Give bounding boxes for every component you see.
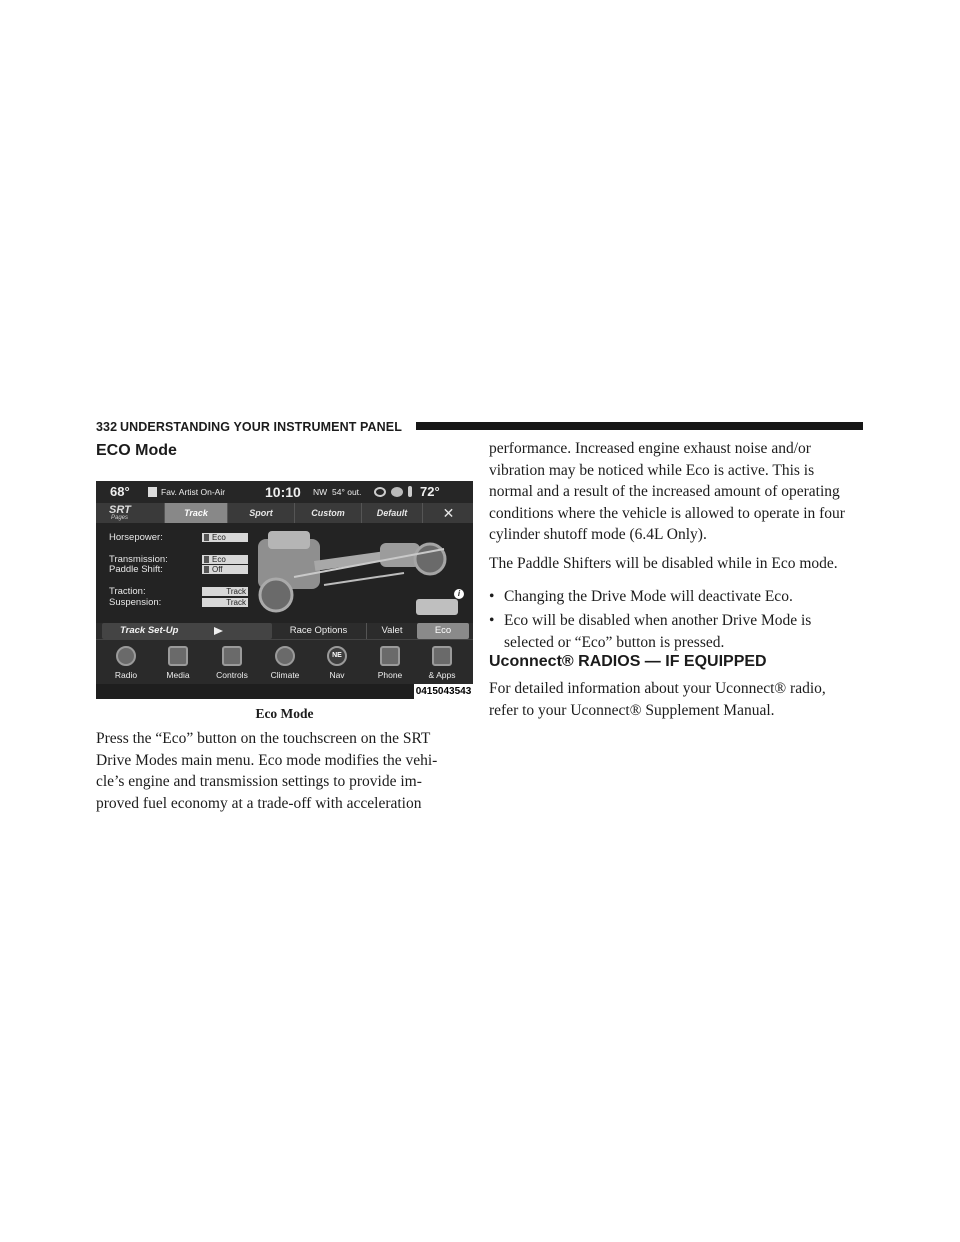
- bullet-item: • Changing the Drive Mode will deactivate Eco.: [489, 586, 863, 608]
- header-rule: [416, 422, 863, 430]
- eco-leaf-icon: [204, 556, 209, 563]
- suspension-value: Track: [202, 598, 248, 607]
- eco-mode-heading: ECO Mode: [96, 442, 177, 459]
- driver-temp: 68°: [110, 484, 130, 499]
- figure-caption: Eco Mode: [255, 706, 314, 721]
- transmission-label: Transmission:: [109, 554, 168, 565]
- radio-icon: [116, 646, 136, 666]
- bullet-icon: •: [489, 612, 495, 629]
- settings-panel: [96, 523, 473, 623]
- climate-icon: [275, 646, 295, 666]
- eco-button[interactable]: Eco: [417, 623, 469, 639]
- traction-value: Track: [202, 587, 248, 596]
- climate-icon: [391, 487, 403, 497]
- figure-code: 0415043543: [415, 686, 472, 697]
- passenger-temp: 72°: [420, 484, 440, 499]
- srt-pages-logo: [101, 504, 159, 522]
- dock-media[interactable]: Media: [152, 640, 204, 684]
- eco-mode-touchscreen-figure: [96, 481, 473, 699]
- running-header: [96, 419, 863, 435]
- dock-climate[interactable]: Climate: [259, 640, 311, 684]
- eco-leaf-icon: [204, 566, 209, 573]
- compass-icon: NE: [327, 646, 347, 666]
- dock-nav[interactable]: NE Nav: [311, 640, 363, 684]
- dock-srt-apps[interactable]: & Apps: [416, 640, 468, 684]
- track-setup-button[interactable]: [102, 623, 272, 639]
- paddle-shift-value: Off: [202, 565, 248, 574]
- dock-controls[interactable]: Controls: [206, 640, 258, 684]
- traction-label: Traction:: [109, 586, 146, 597]
- phone-keypad-icon: [380, 646, 400, 666]
- valet-button[interactable]: Valet: [366, 623, 417, 639]
- play-arrow-icon: [214, 627, 223, 635]
- compass-heading: NW: [313, 487, 328, 497]
- controls-icon: [222, 646, 242, 666]
- tab-sport[interactable]: Sport: [227, 503, 294, 523]
- close-icon[interactable]: ✕: [422, 503, 473, 523]
- uconnect-paragraph: For detailed information about your Uconnect® radio, refer to your Uconnect® Supplement Manual.: [489, 680, 826, 719]
- track-setup-label: Track Set-Up: [120, 625, 179, 636]
- race-options-button[interactable]: Race Options: [289, 625, 348, 636]
- thermometer-icon: [408, 486, 412, 497]
- info-icon[interactable]: i: [454, 589, 464, 599]
- tab-custom[interactable]: Custom: [294, 503, 361, 523]
- eco-leaf-icon: [204, 534, 209, 541]
- bullet-item: • Eco will be disabled when another Drive Mode is selected or “Eco” button is pressed.: [489, 612, 812, 651]
- uconnect-heading: Uconnect® RADIOS — IF EQUIPPED: [489, 653, 767, 670]
- dock-radio[interactable]: Radio: [100, 640, 152, 684]
- pages-logo-text: Pages: [111, 515, 129, 521]
- status-bar: [96, 481, 473, 503]
- paddle-shift-label: Paddle Shift:: [109, 564, 163, 575]
- bullet-icon: •: [489, 588, 495, 605]
- eco-paragraph-1: Press the “Eco” button on the touchscreen on the SRT Drive Modes main menu. Eco mode modifies the vehi- cle’s engine and transmission settings to provide im- proved fuel economy at a trade-off with acceleration: [96, 730, 438, 812]
- dock-phone[interactable]: Phone: [364, 640, 416, 684]
- drive-mode-tabs: [96, 503, 473, 523]
- transmission-value: Eco: [202, 555, 248, 564]
- outside-temp: 54° out.: [332, 487, 362, 497]
- horsepower-value: Eco: [202, 533, 248, 542]
- srt-logo-text: SRT: [109, 504, 131, 516]
- flag-icon: [148, 487, 157, 497]
- horsepower-label: Horsepower:: [109, 532, 163, 543]
- app-dock: [96, 639, 473, 684]
- fav-artist-text: Fav. Artist On-Air: [161, 487, 226, 497]
- mode-bar: [96, 623, 473, 639]
- tab-track[interactable]: Track: [164, 503, 227, 523]
- section-title: UNDERSTANDING YOUR INSTRUMENT PANEL: [120, 420, 402, 434]
- fan-icon: [374, 487, 386, 497]
- tab-default[interactable]: Default: [361, 503, 422, 523]
- music-note-icon: [168, 646, 188, 666]
- srt-apps-icon: [432, 646, 452, 666]
- eco-paragraph-2: The Paddle Shifters will be disabled while in Eco mode.: [489, 555, 838, 572]
- clock: 10:10: [265, 484, 301, 500]
- page-number: 332: [96, 420, 118, 434]
- eco-paragraph-1-continued: performance. Increased engine exhaust noise and/or vibration may be noticed while Eco is active. This is normal and a result of the increased amount of operating conditions where the vehicle is allowed to operate in four cylinder shutoff mode (6.4L Only).: [489, 440, 845, 543]
- eco-indicator-button[interactable]: [416, 599, 458, 615]
- suspension-label: Suspension:: [109, 597, 162, 608]
